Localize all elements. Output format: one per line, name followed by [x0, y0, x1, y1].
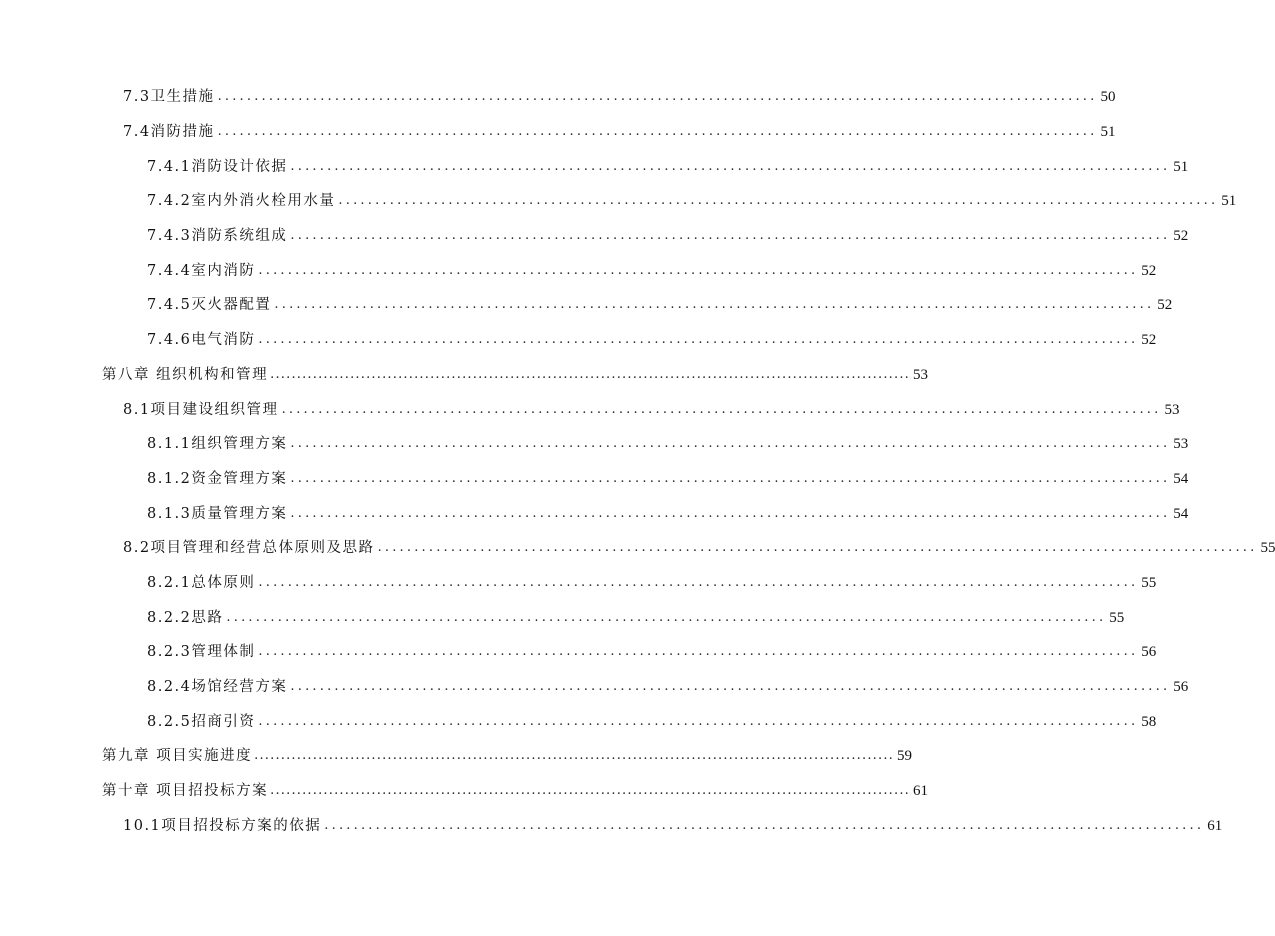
toc-entry[interactable]: [0, 496, 1189, 531]
toc-entry-title: 10.1项目招投标方案的依据: [123, 817, 322, 834]
toc-entry-page-number: 54: [1173, 470, 1189, 487]
toc-entry-title: 7.4.5灭火器配置: [147, 297, 272, 314]
toc-entry-page-number: 55: [1260, 540, 1275, 557]
toc-entry-title: 8.2.2思路: [147, 609, 224, 626]
toc-entry-page-number: 61: [1207, 817, 1223, 834]
toc-entry-title: 7.4消防措施: [123, 124, 215, 141]
toc-entry-title: 8.1.1组织管理方案: [147, 436, 288, 453]
toc-entry-page-number: 56: [1173, 679, 1189, 696]
toc-entry[interactable]: [0, 566, 1157, 601]
toc-entry[interactable]: [0, 288, 1173, 323]
toc-entry[interactable]: [0, 149, 1189, 184]
toc-entry-page-number: 51: [1100, 124, 1116, 141]
toc-entry[interactable]: [0, 184, 1237, 219]
toc-entry[interactable]: [0, 704, 1157, 739]
toc-dot-leader: ........................................................................................................................: [258, 332, 1139, 348]
toc-dot-leader: ........................................................................................................................: [217, 89, 1098, 105]
toc-dot-leader: ........................................................................................................................: [217, 124, 1098, 140]
toc-entry-title: 8.2.4场馆经营方案: [147, 679, 288, 696]
toc-dot-leader: ........................................................................................................................: [290, 158, 1171, 174]
toc-dot-leader: ........................................................................................................................: [274, 297, 1155, 313]
toc-entry[interactable]: [0, 253, 1157, 288]
toc-entry-page-number: 53: [1164, 401, 1180, 418]
toc-entry[interactable]: [0, 600, 1125, 635]
toc-dot-leader: ........................................................................................................................: [226, 609, 1107, 625]
toc-entry-page-number: 53: [1173, 436, 1189, 453]
toc-entry-title: 7.4.6电气消防: [147, 332, 256, 349]
toc-dot-leader: ........................................................................................................................: [270, 783, 910, 799]
table-of-contents: [0, 80, 1275, 843]
toc-dot-leader: ........................................................................................................................: [324, 817, 1205, 833]
toc-entry-page-number: 52: [1157, 297, 1173, 314]
toc-entry-page-number: 53: [913, 366, 928, 383]
toc-entry-page-number: 50: [1100, 89, 1116, 106]
toc-entry-title: 8.2.5招商引资: [147, 713, 256, 730]
toc-entry[interactable]: [0, 427, 1189, 462]
toc-entry-page-number: 55: [1109, 609, 1125, 626]
toc-entry-title: 7.3卫生措施: [123, 89, 215, 106]
toc-entry[interactable]: [0, 739, 912, 774]
toc-entry-title: 第八章 组织机构和管理: [102, 366, 269, 383]
toc-dot-leader: ........................................................................................................................: [290, 679, 1171, 695]
toc-entry-title: 第十章 项目招投标方案: [102, 783, 269, 800]
toc-entry-title: 7.4.4室内消防: [147, 262, 256, 279]
toc-entry[interactable]: [0, 219, 1189, 254]
toc-entry-title: 8.1.3质量管理方案: [147, 505, 288, 522]
toc-dot-leader: ........................................................................................................................: [258, 262, 1139, 278]
toc-entry[interactable]: [0, 80, 1116, 115]
toc-dot-leader: ........................................................................................................................: [377, 540, 1258, 556]
toc-entry[interactable]: [0, 358, 928, 393]
toc-dot-leader: ........................................................................................................................: [290, 470, 1171, 486]
toc-entry-page-number: 51: [1173, 158, 1189, 175]
toc-entry-page-number: 52: [1141, 262, 1157, 279]
toc-dot-leader: ........................................................................................................................: [281, 401, 1162, 417]
toc-entry-title: 8.2.1总体原则: [147, 574, 256, 591]
toc-entry-page-number: 55: [1141, 574, 1157, 591]
toc-entry-page-number: 61: [913, 783, 928, 800]
toc-dot-leader: ........................................................................................................................: [258, 713, 1139, 729]
toc-entry[interactable]: [0, 392, 1180, 427]
toc-entry-title: 7.4.2室内外消火栓用水量: [147, 193, 336, 210]
toc-entry[interactable]: [0, 635, 1157, 670]
toc-entry[interactable]: [0, 531, 1275, 566]
toc-entry-page-number: 54: [1173, 505, 1189, 522]
toc-entry[interactable]: [0, 462, 1189, 497]
toc-entry-title: 7.4.3消防系统组成: [147, 228, 288, 245]
toc-dot-leader: ........................................................................................................................: [254, 748, 894, 764]
toc-entry[interactable]: [0, 670, 1189, 705]
toc-dot-leader: ........................................................................................................................: [290, 228, 1171, 244]
toc-entry-page-number: 52: [1173, 228, 1189, 245]
toc-entry[interactable]: [0, 115, 1116, 150]
toc-entry-title: 8.1.2资金管理方案: [147, 470, 288, 487]
toc-dot-leader: ........................................................................................................................: [258, 644, 1139, 660]
toc-dot-leader: ........................................................................................................................: [258, 574, 1139, 590]
toc-entry-page-number: 58: [1141, 713, 1157, 730]
toc-entry[interactable]: [0, 774, 928, 809]
toc-entry-page-number: 51: [1221, 193, 1237, 210]
toc-entry-title: 8.2.3管理体制: [147, 644, 256, 661]
toc-dot-leader: ........................................................................................................................: [270, 366, 910, 382]
toc-entry-page-number: 52: [1141, 332, 1157, 349]
toc-entry-title: 8.1项目建设组织管理: [123, 401, 279, 418]
toc-entry-title: 7.4.1消防设计依据: [147, 158, 288, 175]
toc-entry-title: 第九章 项目实施进度: [102, 748, 253, 765]
toc-dot-leader: ........................................................................................................................: [290, 505, 1171, 521]
toc-entry-page-number: 56: [1141, 644, 1157, 661]
toc-dot-leader: ........................................................................................................................: [338, 193, 1219, 209]
toc-entry[interactable]: [0, 808, 1223, 843]
toc-dot-leader: ........................................................................................................................: [290, 436, 1171, 452]
toc-entry[interactable]: [0, 323, 1157, 358]
toc-entry-page-number: 59: [897, 748, 912, 765]
toc-entry-title: 8.2项目管理和经营总体原则及思路: [123, 540, 375, 557]
